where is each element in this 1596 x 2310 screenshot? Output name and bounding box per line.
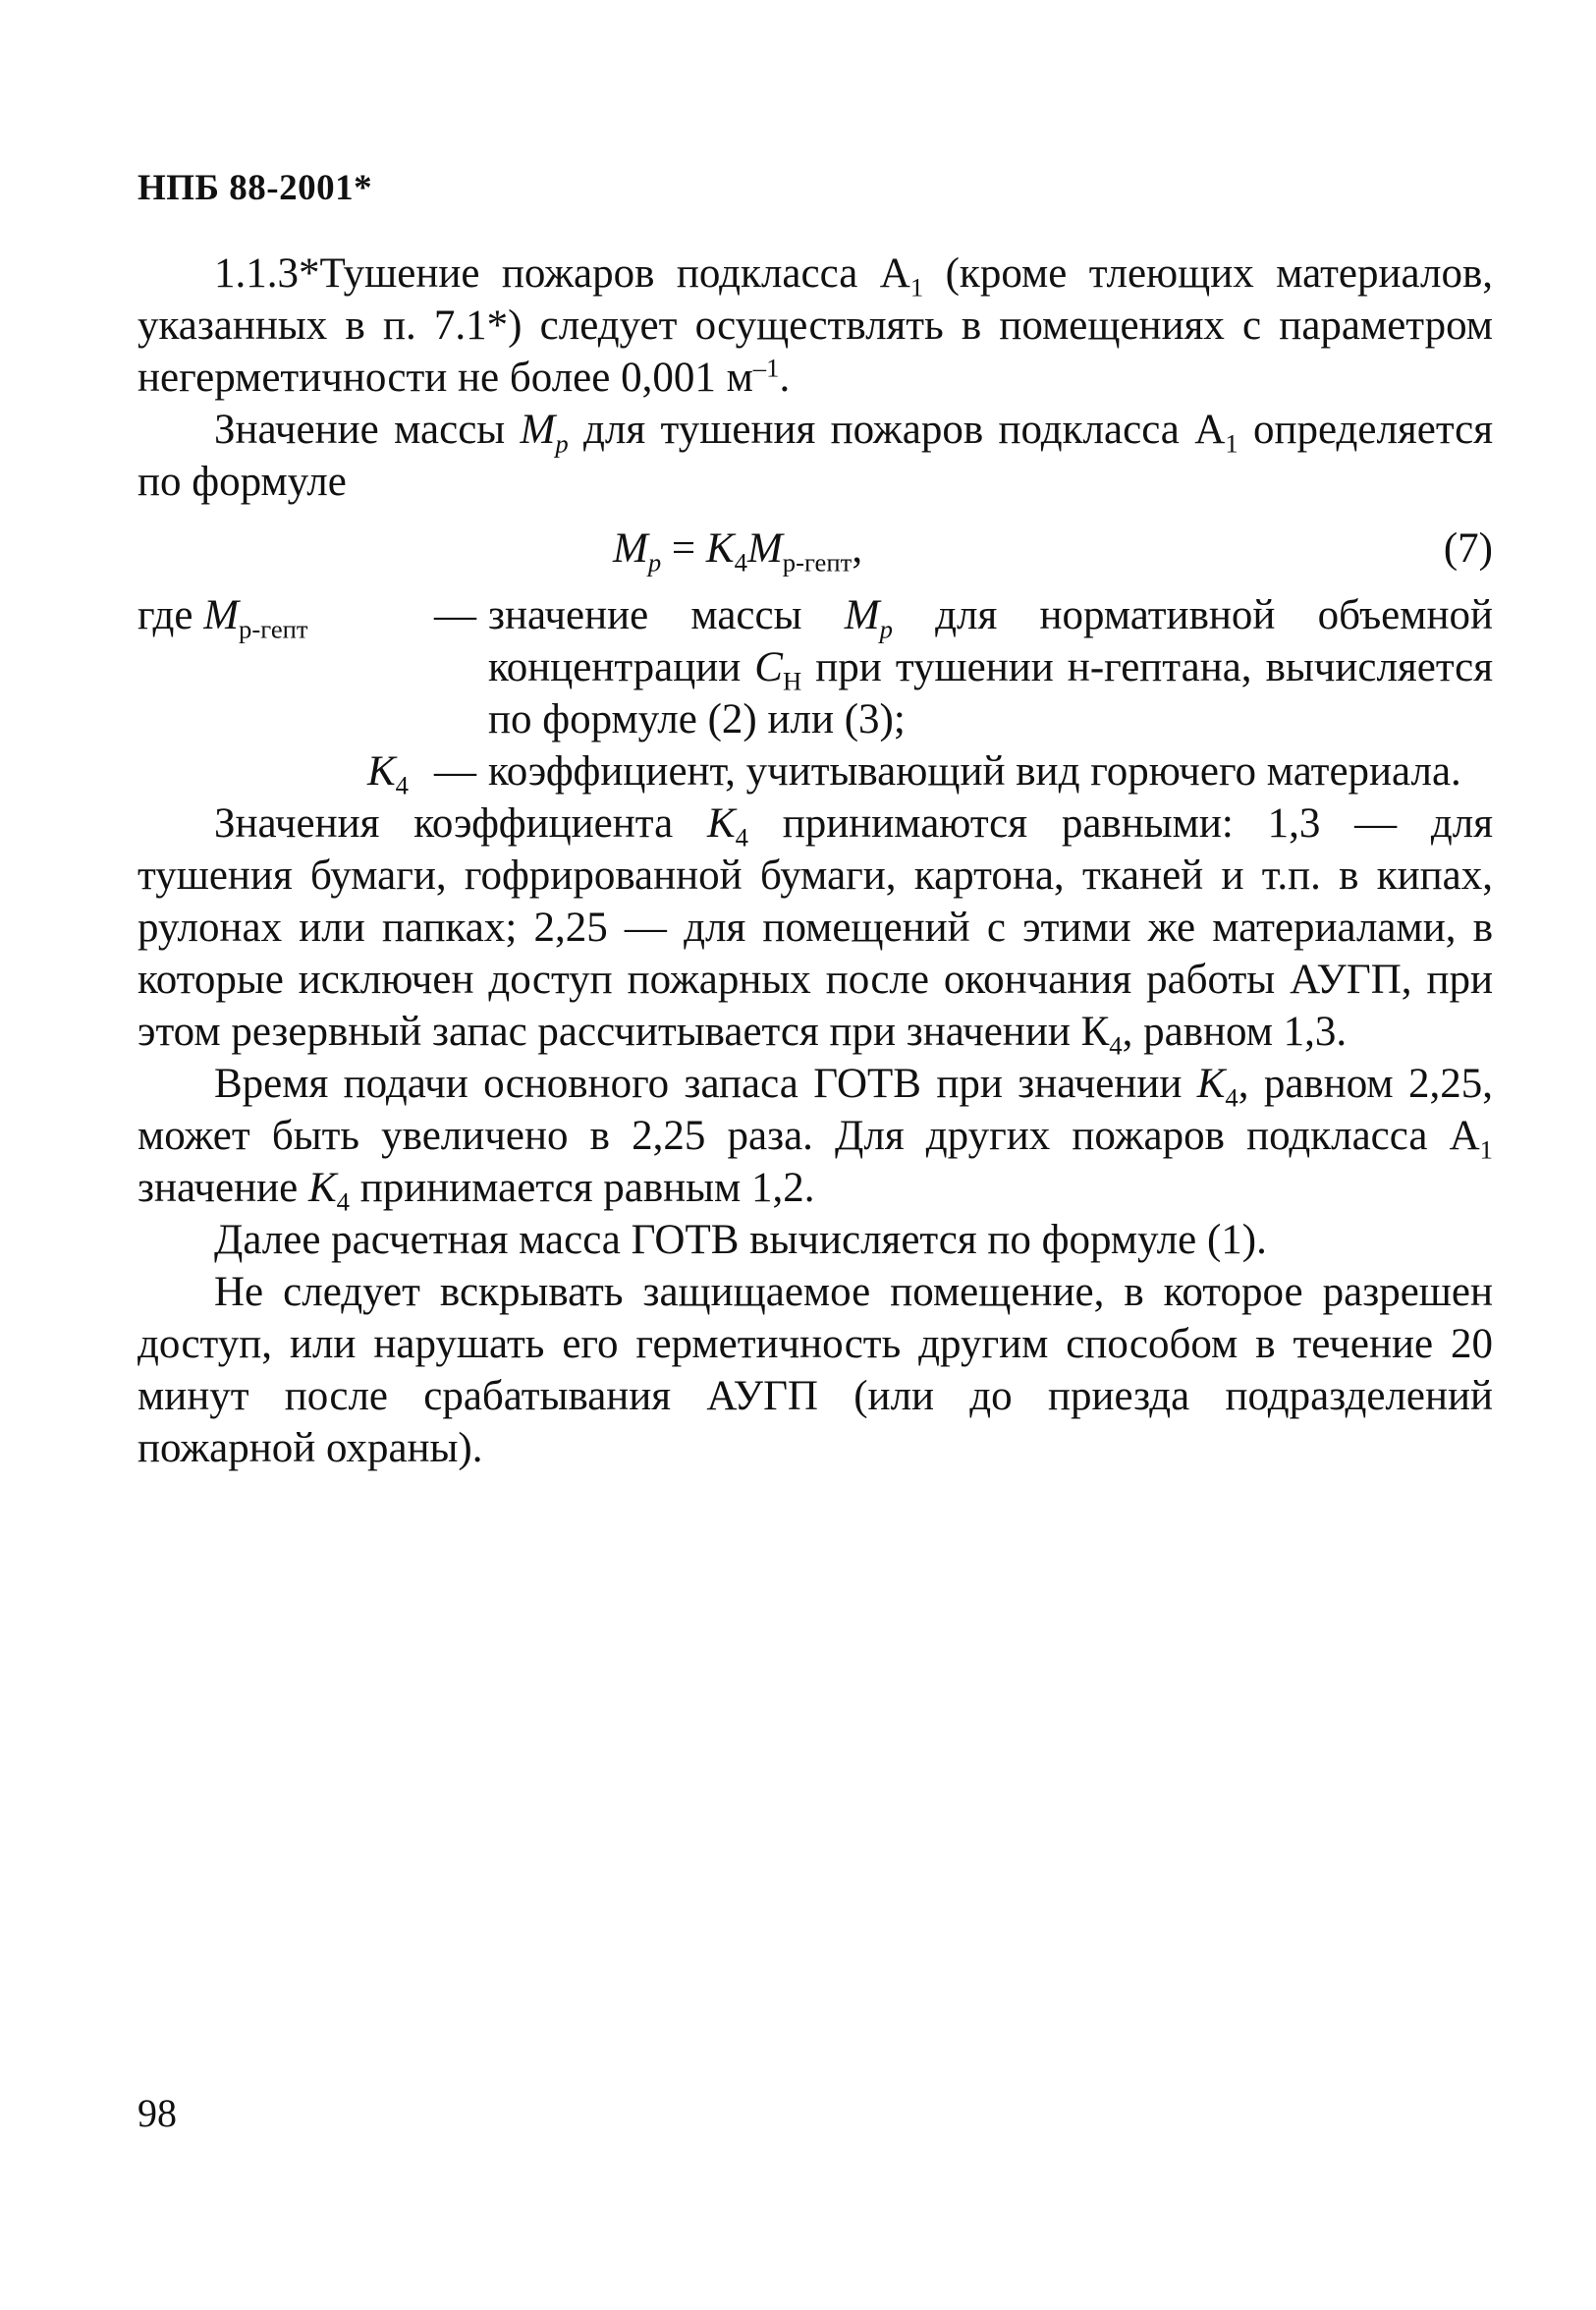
paragraph-calculated-mass: Далее расчетная масса ГОТВ вычисляется по формуле (1). bbox=[214, 1217, 1267, 1263]
paragraph-k4-values: Значения коэффициента $K_4$ принимаются равными: 1,3 — для тушения бумаги, гофрированной бумаги, картона, тканей и т.п. в кипах, рулонах или папках; 2,25 — для помещений с этими же материалами, в которые исключен доступ пожарных после окончания работы АУГП, при этом резервный запас рассчитывается при значении $К_4$, равном 1,3. bbox=[138, 800, 1493, 1061]
paragraph-1-1-3: 1.1.3*Тушение пожаров подкласса $А_1$ (кроме тлеющих материалов, указанных в п. 7.1*) следует осуществлять в помещениях с параметром негерметичности не более 0,001 $м^{-1}$. bbox=[138, 250, 1494, 401]
body-text bbox=[138, 248, 1493, 1474]
legend-item-k4: $K_4$ — коэффициент, учитывающий вид горючего материала. bbox=[138, 745, 1493, 798]
paragraph-room-sealing: Не следует вскрывать защищаемое помещение, в которое разрешен доступ, или нарушать его герметичность другим способом в течение 20 минут после срабатывания АУГП (или до приезда подразделений пожарной охраны). bbox=[138, 1269, 1493, 1471]
formula-7: $M_p = K_4M_{р-гепт}$, bbox=[613, 525, 863, 578]
paragraph-mass-value: Значение массы $M_p$ для тушения пожаров подкласса $А_1$ определяется по формуле bbox=[138, 407, 1493, 505]
legend-term-m-hept: где $M_{р-гепт}$ bbox=[138, 592, 308, 644]
legend-def-k4: коэффициент, учитывающий вид горючего материала. bbox=[488, 748, 1461, 795]
legend-item-m-hept: где $M_{р-гепт}$ — значение массы $M_p$ для нормативной объемной концентрации $C_Н$ при тушении н-гептана, вычисляется по формуле (2) или (3); bbox=[138, 589, 1493, 745]
legend-def-m-hept: значение массы $M_p$ для нормативной объемной концентрации $C_Н$ при тушении н-гептана, вычисляется по формуле (2) или (3); bbox=[488, 592, 1494, 742]
legend-term-k4: $K_4$ bbox=[366, 748, 409, 800]
formula-7-number: (7) bbox=[1443, 525, 1493, 572]
page-number: 98 bbox=[138, 2091, 177, 2135]
formula-legend bbox=[138, 589, 1493, 798]
document-code-header: НПБ 88-2001* bbox=[138, 168, 373, 208]
formula-7-row bbox=[138, 513, 1493, 589]
paragraph-supply-time: Время подачи основного запаса ГОТВ при значении $K_4$, равном 2,25, может быть увеличено в 2,25 раза. Для других пожаров подкласса $А_1$ значение $K_4$ принимается равным 1,2. bbox=[138, 1061, 1493, 1217]
clause-number: 1.1.3* bbox=[214, 250, 320, 297]
